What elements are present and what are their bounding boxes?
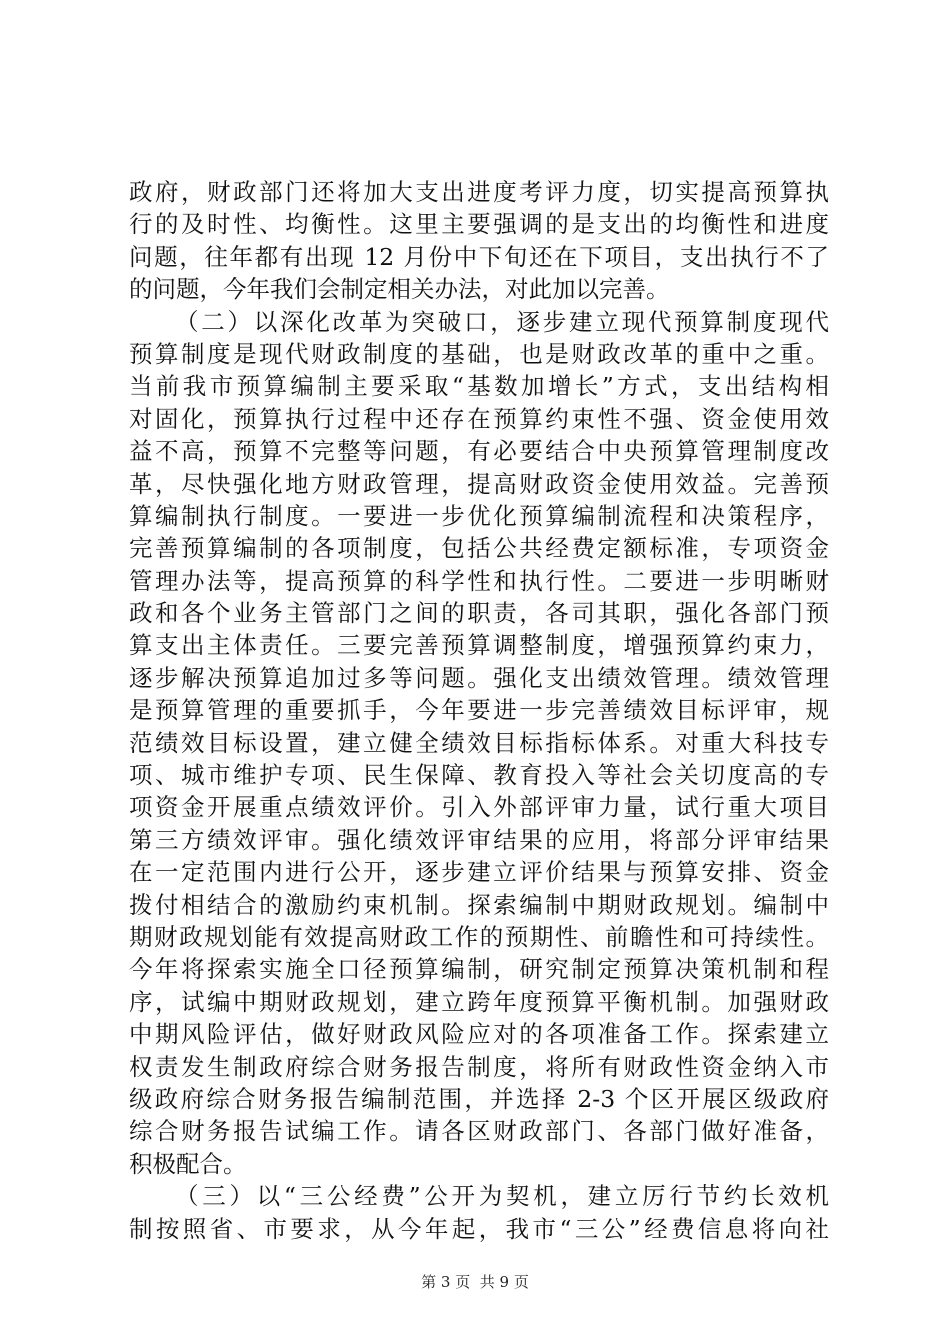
text-line: 范绩效目标设置，建立健全绩效目标指标体系。对重大科技专 [129,728,829,757]
text-line: 项资金开展重点绩效评价。引入外部评审力量，试行重大项目 [129,793,829,822]
text-line: 预算制度是现代财政制度的基础，也是财政改革的重中之重。 [129,339,829,368]
text-line: 完善预算编制的各项制度，包括公共经费定额标准，专项资金 [129,534,829,563]
text-line: 期财政规划能有效提高财政工作的预期性、前瞻性和可持续性。 [129,922,829,951]
text-line: 综合财务报告试编工作。请各区财政部门、各部门做好准备， [129,1117,829,1146]
text-line: 算支出主体责任。三要完善预算调整制度，增强预算约束力， [129,631,829,660]
text-line: 政府，财政部门还将加大支出进度考评力度，切实提高预算执 [129,178,829,206]
text-line: 第三方绩效评审。强化绩效评审结果的应用，将部分评审结果 [129,825,829,854]
body-text [129,176,829,1245]
text-line: 革，尽快强化地方财政管理，提高财政资金使用效益。完善预 [129,469,829,498]
text-line: 序，试编中期财政规划，建立跨年度预算平衡机制。加强财政 [129,987,829,1016]
text-line: 级政府综合财务报告编制范围，并选择 2-3 个区开展区级政府 [129,1084,829,1113]
text-line: 当前我市预算编制主要采取“基数加增长”方式，支出结构相 [129,372,829,401]
page-footer: 第 3 页 共 9 页 [421,1273,529,1291]
text-line: 逐步解决预算追加过多等问题。强化支出绩效管理。绩效管理 [129,663,829,692]
text-line: 积极配合。 [129,1149,247,1178]
text-line: 政和各个业务主管部门之间的职责，各司其职，强化各部门预 [129,599,829,628]
text-line: 的问题，今年我们会制定相关办法，对此加以完善。 [129,275,670,304]
text-line: 制按照省、市要求，从今年起，我市“三公”经费信息将向社 [129,1214,829,1243]
text-line: 今年将探索实施全口径预算编制，研究制定预算决策机制和程 [129,955,829,984]
text-line: （二）以深化改革为突破口，逐步建立现代预算制度现代 [175,307,829,336]
text-line: 是预算管理的重要抓手，今年要进一步完善绩效目标评审，规 [129,696,829,725]
text-line: 中期风险评估，做好财政风险应对的各项准备工作。探索建立 [129,1020,829,1049]
text-line: 在一定范围内进行公开，逐步建立评价结果与预算安排、资金 [129,858,829,887]
text-line: 算编制执行制度。一要进一步优化预算编制流程和决策程序， [129,501,829,530]
text-line: 权责发生制政府综合财务报告制度，将所有财政性资金纳入市 [129,1052,829,1081]
text-line: 行的及时性、均衡性。这里主要强调的是支出的均衡性和进度 [129,210,829,239]
text-line: （三）以“三公经费”公开为契机，建立厉行节约长效机 [175,1182,829,1211]
text-line: 对固化，预算执行过程中还存在预算约束性不强、资金使用效 [129,404,829,433]
text-line: 管理办法等，提高预算的科学性和执行性。二要进一步明晰财 [129,566,829,595]
text-line: 项、城市维护专项、民生保障、教育投入等社会关切度高的专 [129,761,829,790]
text-line: 益不高，预算不完整等问题，有必要结合中央预算管理制度改 [129,437,829,466]
text-line: 问题，往年都有出现 12 月份中下旬还在下项目，支出执行不了 [129,242,829,271]
text-line: 拨付相结合的激励约束机制。探索编制中期财政规划。编制中 [129,890,829,919]
